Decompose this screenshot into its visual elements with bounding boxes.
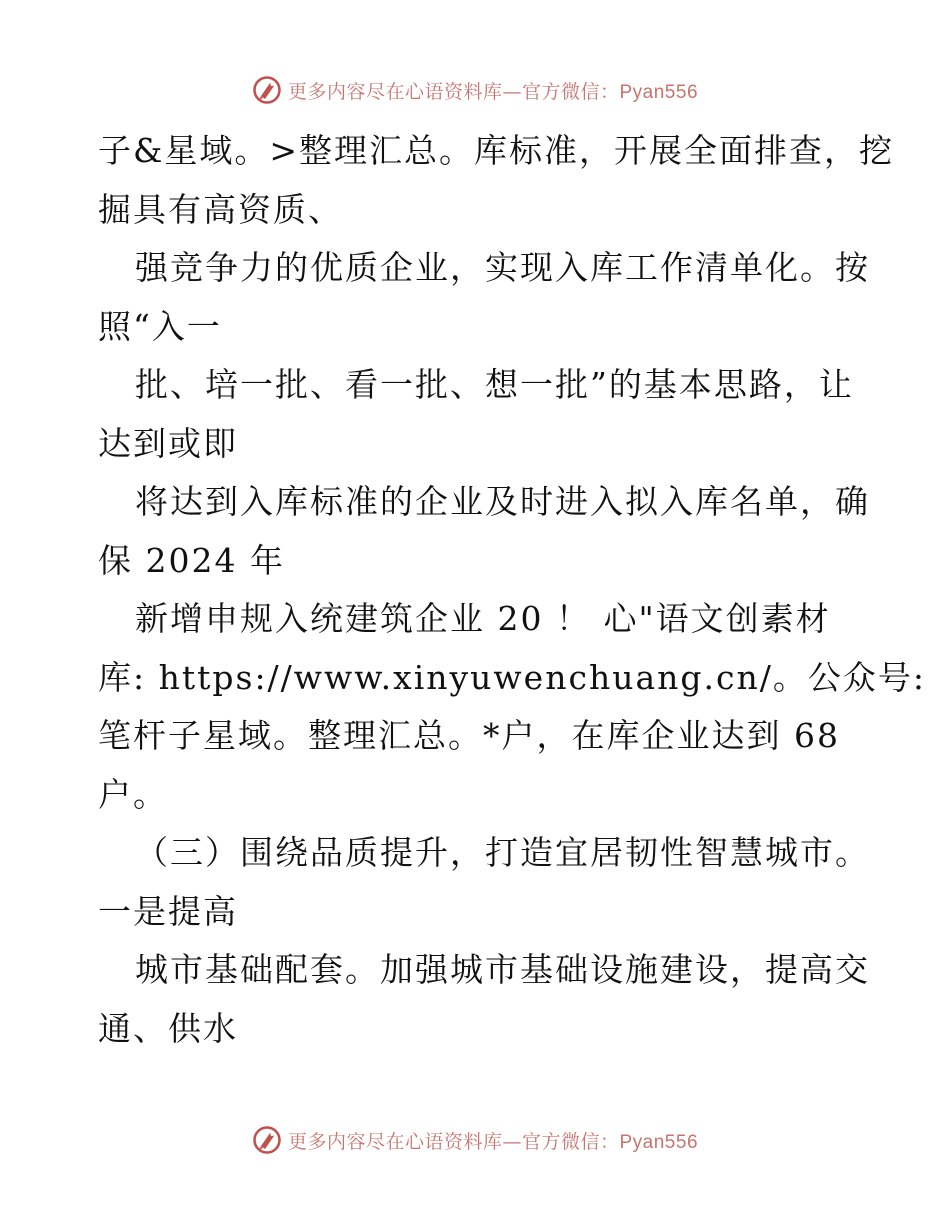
banner-wechat-label: 官方微信： [521,1130,620,1153]
text-line: 达到或即 [98,423,238,463]
text-line: 批、培一批、看一批、想一批”的基本思路，让 [135,365,854,404]
banner-text [288,1127,698,1154]
banner-wechat-id: Pyan556 [619,81,699,103]
footer-banner [0,1122,950,1158]
text-line: 子&星域。>整理汇总。库标准，开展全面排查，挖 [98,131,895,170]
banner-wechat-label: 官方微信： [521,80,620,103]
text-line: 保 2024 年 [98,540,285,580]
text-line: 照“入一 [98,306,222,346]
text-line: 户。 [98,774,168,814]
banner-wechat-id: Pyan556 [619,1131,699,1153]
text-line: 库: https://www.xinyuwenchuang.cn/。公众号: [98,657,926,697]
banner-dash: — [502,1130,522,1153]
banner-title: 更多内容尽在心语资料库 [287,80,503,103]
pen-nib-logo-icon [252,1125,282,1155]
banner-dash: — [502,80,522,103]
text-line: （三）围绕品质提升，打造宜居韧性智慧城市。 [135,833,870,872]
banner-text [288,77,698,104]
text-line: 城市基础配套。加强城市基础设施建设，提高交 [135,950,870,989]
text-line: 笔杆子星域。整理汇总。*户，在库企业达到 68 [98,716,840,755]
text-line: 将达到入库标准的企业及时进入拟入库名单，确 [135,482,870,521]
text-line: 强竞争力的优质企业，实现入库工作清单化。按 [135,248,870,287]
banner-title: 更多内容尽在心语资料库 [287,1130,503,1153]
text-line: 一是提高 [98,891,238,931]
pen-nib-logo-icon [252,75,282,105]
text-line: 通、供水 [98,1008,238,1048]
document-body [98,122,926,1058]
text-line: 掘具有高资质、 [98,189,343,229]
header-banner [0,72,950,108]
text-line: 新增申规入统建筑企业 20 ！ 心"语文创素材 [135,599,831,638]
